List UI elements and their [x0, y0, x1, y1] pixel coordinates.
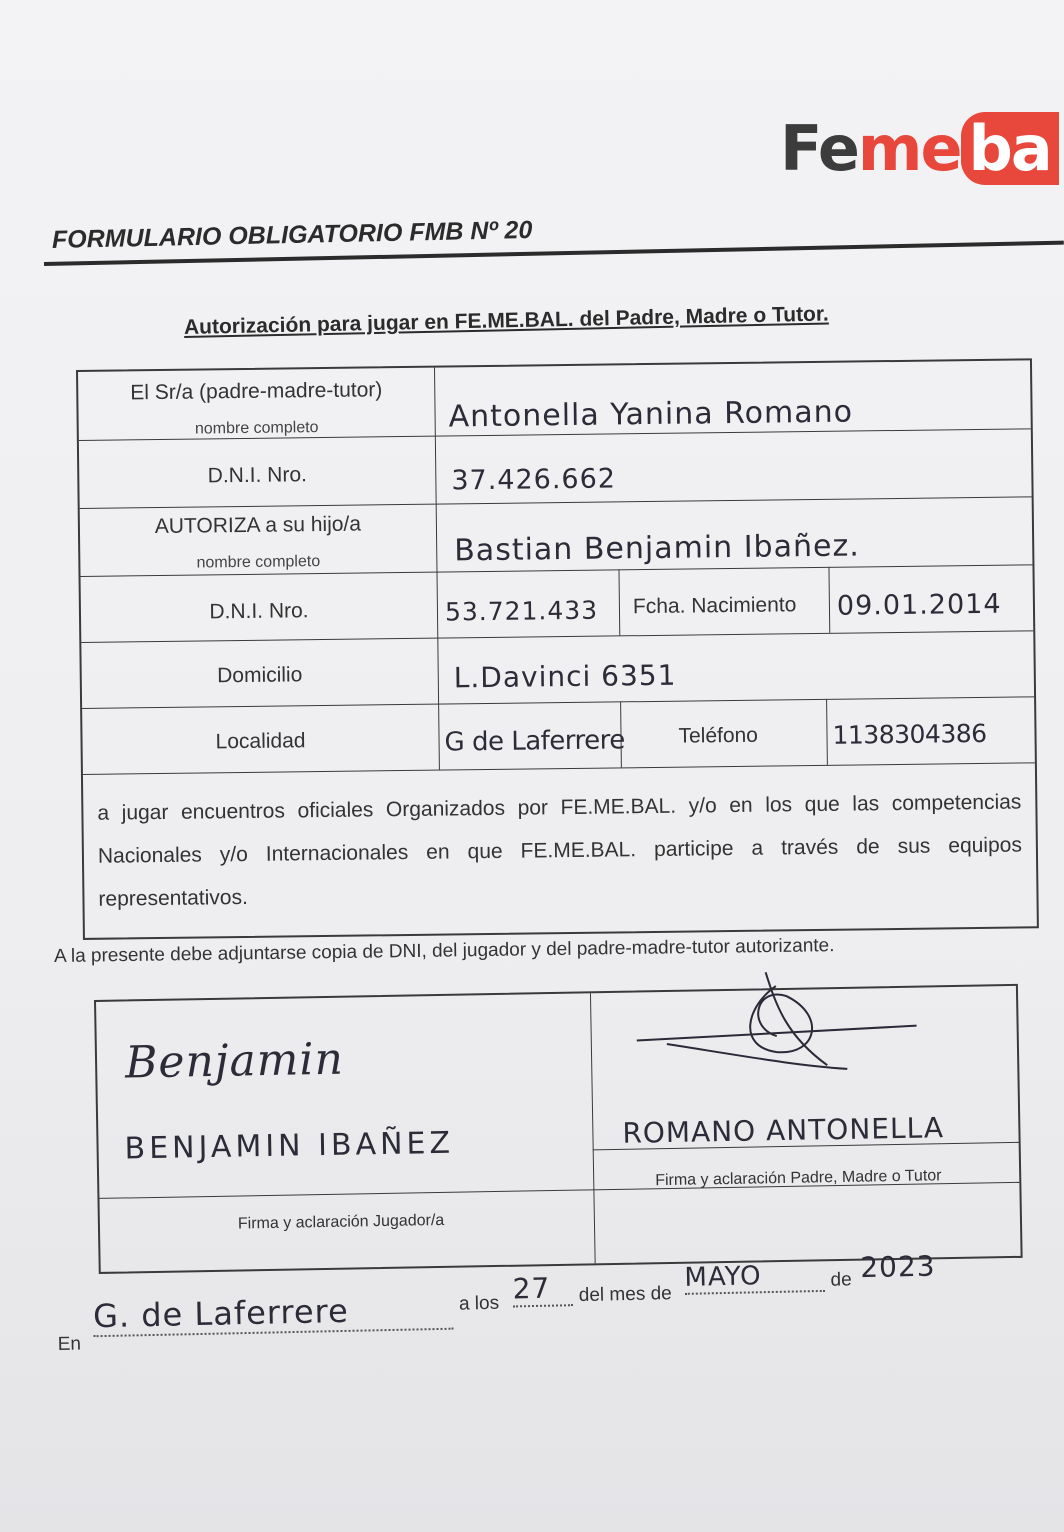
birth-value[interactable]: 09.01.2014: [836, 588, 1002, 622]
tutor-printed-name: ROMANO ANTONELLA: [622, 1111, 945, 1150]
row-city: [82, 696, 1035, 775]
form-subtitle: Autorización para jugar en FE.ME.BAL. del Padre, Madre o Tutor.: [183, 302, 829, 339]
place-value[interactable]: G. de Laferrere: [93, 1290, 454, 1338]
authorization-paragraph: a jugar encuentros oficiales Organizados por FE.ME.BAL. y/o en los que las competencias Nacionales y/o Internacionales en que FE.ME.BAL. participe a través de sus equipos representativos.: [97, 790, 1023, 911]
signature-table: [94, 984, 1023, 1274]
year-value[interactable]: 2023: [859, 1249, 936, 1285]
child-dni-label: D.N.I. Nro.: [209, 599, 309, 624]
tutor-caption: Firma y aclaración Padre, Madre o Tutor: [655, 1167, 942, 1190]
alos-label: a los: [458, 1292, 500, 1315]
city-value[interactable]: G de Laferrere: [444, 725, 625, 758]
child-sublabel: nombre completo: [196, 553, 321, 572]
city-label: Localidad: [215, 729, 306, 754]
attachment-note: A la presente debe adjuntarse copia de DNI, del jugador y del padre-madre-tutor autorizante.: [53, 935, 835, 967]
city-label-cell: [82, 704, 440, 774]
place-date-line: [56, 1243, 958, 1362]
child-name-value[interactable]: Bastian Benjamin Ibañez.: [454, 528, 860, 569]
tutor-label-cell: [78, 368, 436, 440]
row-child-name: [80, 496, 1033, 577]
tutor-dni-label: D.N.I. Nro.: [207, 463, 308, 488]
birth-value-divider: [828, 567, 830, 633]
player-printed-name: BENJAMIN IBAÑEZ: [124, 1125, 455, 1167]
address-value[interactable]: L.Davinci 6351: [453, 658, 677, 695]
femeba-logo: [780, 112, 1059, 192]
child-label: AUTORIZA a su hijo/a: [154, 512, 362, 539]
child-dni-label-cell: [81, 572, 439, 642]
authorization-table: [76, 358, 1039, 940]
day-value[interactable]: 27: [512, 1271, 573, 1307]
logo-text-ba: ba: [961, 112, 1059, 185]
month-value[interactable]: MAYO: [684, 1260, 825, 1295]
phone-value[interactable]: 1138304386: [832, 718, 987, 750]
dni-birth-divider: [618, 569, 620, 635]
birth-label: Fcha. Nacimiento: [632, 593, 797, 619]
month-label: del mes de: [578, 1283, 672, 1307]
tutor-dni-label-cell: [79, 436, 437, 508]
de-label: de: [830, 1269, 852, 1291]
child-dni-value[interactable]: 53.721.433: [444, 595, 599, 627]
row-tutor-dni: [79, 428, 1032, 509]
tutor-dni-value[interactable]: 37.426.662: [451, 463, 617, 497]
form-title: FORMULARIO OBLIGATORIO FMB Nº 20: [51, 215, 533, 254]
tutor-name-value[interactable]: Antonella Yanina Romano: [448, 394, 854, 435]
logo-text-fe: Fe: [780, 112, 858, 185]
tutor-signature-mark: [626, 963, 928, 1088]
logo-text-me: me: [857, 112, 961, 185]
child-label-cell: [80, 504, 438, 576]
phone-value-divider: [826, 699, 828, 765]
tutor-sublabel: nombre completo: [194, 419, 319, 438]
en-label: En: [57, 1333, 82, 1355]
phone-label: Teléfono: [678, 723, 759, 748]
player-caption: Firma y aclaración Jugador/a: [237, 1211, 445, 1233]
address-label-cell: [81, 638, 439, 708]
player-signature-script: Benjamin: [124, 1033, 345, 1089]
address-label: Domicilio: [217, 663, 303, 688]
signature-divider: [590, 993, 596, 1263]
tutor-label: El Sr/a (padre-madre-tutor): [130, 378, 383, 405]
row-tutor-name: [78, 360, 1031, 441]
